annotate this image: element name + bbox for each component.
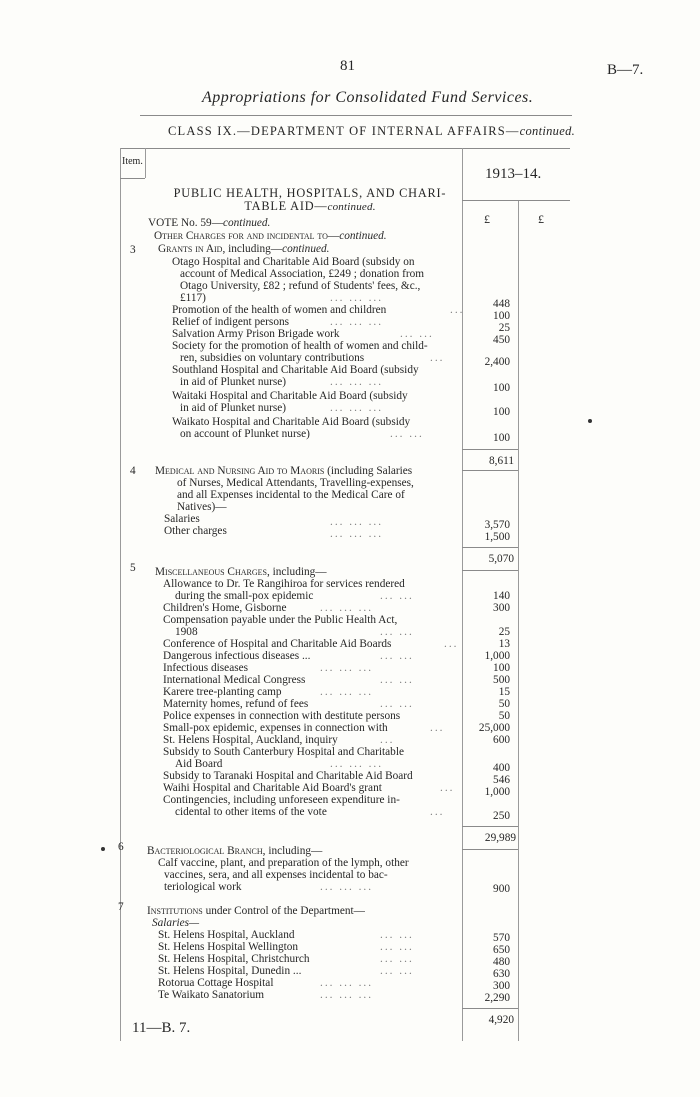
otago-line-4: £117) — [180, 292, 206, 304]
item-4-line-4: Natives)— — [177, 501, 227, 513]
contingencies-amount: 250 — [493, 810, 510, 822]
item-number-3: 3 — [130, 244, 136, 256]
international-congress-line: International Medical Congress — [163, 674, 306, 686]
conference-line: Conference of Hospital and Charitable Aid Boards — [163, 638, 392, 650]
item-4-heading-rest: (including Salaries — [324, 465, 413, 477]
leader-dots: ... ... — [380, 953, 414, 965]
total-column-rule — [518, 200, 519, 1041]
item-4-other-charges: Other charges — [164, 525, 227, 537]
class-heading — [168, 124, 575, 139]
institution-row-6: Te Waikato Sanatorium — [158, 989, 265, 1001]
leader-dots: ... ... ... — [330, 758, 384, 770]
taranaki-line: Subsidy to Taranaki Hospital and Charitable Aid Board — [163, 770, 413, 782]
allowance-line-1: Allowance to Dr. Te Rangihiroa for services rendered — [163, 578, 405, 590]
item-7-total: 4,920 — [488, 1014, 514, 1026]
institution-row-4-amount: 630 — [493, 968, 510, 980]
waikato-line-1: Waikato Hospital and Charitable Aid Board (subsidy — [172, 416, 411, 428]
institution-row-5-amount: 300 — [493, 980, 510, 992]
compensation-line-1: Compensation payable under the Public Health Act, — [163, 614, 398, 626]
year-header: 1913–14. — [485, 166, 542, 182]
waikato-amount: 100 — [493, 432, 510, 444]
leader-dots: ... ... — [400, 328, 434, 340]
vote-heading — [148, 217, 270, 230]
item-6-line-2: Calf vaccine, plant, and preparation of the lymph, other — [158, 857, 409, 869]
leader-dots: ... ... — [380, 674, 414, 686]
item-6-line-3: vaccines, sera, and all expenses incidental to bac- — [164, 869, 388, 881]
waikato-line-2: on account of Plunket nurse) — [180, 428, 310, 440]
total-rule — [462, 570, 518, 571]
leader-dots: ... ... ... — [320, 602, 374, 614]
item-4-total: 5,070 — [488, 553, 514, 565]
small-pox-amount: 25,000 — [478, 722, 510, 734]
section-title-continued: continued. — [327, 201, 376, 213]
leader-dots: ... — [430, 722, 445, 734]
year-rule — [462, 200, 570, 201]
maternity-amount: 50 — [498, 698, 510, 710]
institution-row-3: St. Helens Hospital, Christchurch — [158, 953, 310, 965]
leader-dots: ... — [380, 734, 395, 746]
promotion-line: Promotion of the health of women and children — [172, 304, 387, 316]
document-reference: B—7. — [607, 62, 644, 78]
international-congress-amount: 500 — [493, 674, 510, 686]
institution-row-5: Rotorua Cottage Hospital — [158, 977, 274, 989]
leader-dots: ... ... — [380, 698, 414, 710]
waitaki-line-1: Waitaki Hospital and Charitable Aid Board (subsidy — [172, 390, 408, 402]
item-6-line-4: teriological work — [164, 881, 242, 893]
compensation-amount: 25 — [498, 626, 510, 638]
leader-dots: ... ... ... — [330, 376, 384, 388]
allowance-amount: 140 — [493, 590, 510, 602]
leader-dots: ... ... ... — [320, 686, 374, 698]
leader-dots: ... ... — [380, 929, 414, 941]
margin-mark — [588, 419, 592, 423]
police-expenses-line: Police expenses in connection with destitute persons — [163, 710, 401, 722]
class-heading-continued: continued. — [519, 124, 576, 138]
subtotal-rule — [462, 1008, 518, 1009]
item-4-line-3: and all Expenses incidental to the Medical Care of — [177, 489, 405, 501]
leader-dots: ... ... ... — [330, 402, 384, 414]
relief-amount: 25 — [498, 322, 510, 334]
relief-line: Relief of indigent persons — [172, 316, 290, 328]
south-canterbury-amount: 400 — [493, 762, 510, 774]
item-7-heading-rest: under Control of the Department— — [202, 905, 365, 917]
institution-row-1-amount: 570 — [493, 932, 510, 944]
st-helens-inquiry-amount: 600 — [493, 734, 510, 746]
childrens-home-line: Children's Home, Gisborne — [163, 602, 287, 614]
waihi-line: Waihi Hospital and Charitable Aid Board's grant — [163, 782, 382, 794]
taranaki-amount: 546 — [493, 774, 510, 786]
childrens-home-amount: 300 — [493, 602, 510, 614]
item-4-salaries-amount: 3,570 — [484, 519, 510, 531]
allowance-line-2: during the small-pox epidemic — [175, 590, 314, 602]
leader-dots: ... — [450, 304, 465, 316]
institution-row-6-amount: 2,290 — [484, 992, 510, 1004]
leader-dots: ... — [440, 782, 455, 794]
section-title-text: TABLE AID— — [244, 199, 328, 213]
leader-dots: ... — [430, 806, 445, 818]
item-3-heading-text: Grants in Aid, — [158, 243, 226, 255]
institution-row-2-amount: 650 — [493, 944, 510, 956]
leader-dots: ... ... — [380, 590, 414, 602]
vote-text: VOTE No. 59— — [148, 217, 223, 229]
contingencies-line-2: cidental to other items of the vote — [175, 806, 327, 818]
leader-dots: ... ... ... — [320, 881, 374, 893]
small-pox-line: Small-pox epidemic, expenses in connection with — [163, 722, 388, 734]
infectious-diseases-line: Infectious diseases — [163, 662, 249, 674]
title-rule — [140, 115, 572, 116]
institution-row-1: St. Helens Hospital, Auckland — [158, 929, 295, 941]
karere-amount: 15 — [498, 686, 510, 698]
subtotal-rule — [462, 547, 518, 548]
leader-dots: ... ... — [380, 941, 414, 953]
total-rule — [462, 849, 518, 850]
item-6-heading-rest: including— — [265, 845, 323, 857]
leader-dots: ... ... ... — [330, 292, 384, 304]
salvation-line: Salvation Army Prison Brigade work — [172, 328, 340, 340]
page-number: 81 — [340, 58, 355, 74]
item-5-heading-rest: including— — [269, 566, 327, 578]
item-3-total: 8,611 — [489, 455, 514, 467]
item-number-6: 6 — [118, 841, 124, 853]
margin-mark — [101, 847, 105, 851]
waitaki-amount: 100 — [493, 406, 510, 418]
infectious-diseases-amount: 100 — [493, 662, 510, 674]
compensation-line-2: 1908 — [175, 626, 198, 638]
item-number-4: 4 — [130, 465, 136, 477]
southland-line-2: in aid of Plunket nurse) — [180, 376, 287, 388]
otago-line-1: Otago Hospital and Charitable Aid Board (subsidy on — [172, 256, 415, 268]
item-number-7: 7 — [118, 901, 124, 913]
south-canterbury-line-2: Aid Board — [175, 758, 223, 770]
leader-dots: ... ... ... — [330, 528, 384, 540]
society-amount: 2,400 — [484, 356, 510, 368]
leader-dots: ... ... — [380, 650, 414, 662]
contingencies-line-1: Contingencies, including unforeseen expenditure in- — [163, 794, 400, 806]
st-helens-inquiry-line: St. Helens Hospital, Auckland, inquiry — [163, 734, 338, 746]
waihi-amount: 1,000 — [484, 786, 510, 798]
karere-line: Karere tree-planting camp — [163, 686, 282, 698]
otago-line-3: Otago University, £82 ; refund of Students' fees, &c., — [180, 280, 421, 292]
item-3-heading-continued: continued. — [282, 243, 330, 255]
item-number-5: 5 — [130, 562, 136, 574]
item-header-rule — [120, 178, 145, 179]
leader-dots: ... ... ... — [320, 662, 374, 674]
dangerous-diseases-line: Dangerous infectious diseases ... — [163, 650, 311, 662]
item-7-heading-text: Institutions — [147, 905, 203, 917]
item-6-heading-text: Bacteriological Branch, — [147, 845, 266, 857]
waitaki-line-2: in aid of Plunket nurse) — [180, 402, 287, 414]
page-title: Appropriations for Consolidated Fund Services. — [202, 89, 534, 106]
leader-dots: ... — [444, 638, 459, 650]
item-column-header: Item. — [122, 156, 143, 167]
south-canterbury-line-1: Subsidy to South Canterbury Hospital and Charitable — [163, 746, 404, 758]
police-expenses-amount: 50 — [498, 710, 510, 722]
item-5-heading-text: Miscellaneous Charges, — [155, 566, 270, 578]
leader-dots: ... ... ... — [330, 316, 384, 328]
conference-amount: 13 — [498, 638, 510, 650]
item-4-heading-text: Medical and Nursing Aid to Maoris — [155, 465, 325, 477]
class-heading-text: CLASS IX.—DEPARTMENT OF INTERNAL AFFAIRS— — [168, 124, 520, 138]
southland-line-1: Southland Hospital and Charitable Aid Board (subsidy — [172, 364, 419, 376]
promotion-amount: 100 — [493, 310, 510, 322]
otago-line-2: account of Medical Association, £249 ; donation from — [180, 268, 425, 280]
society-line-2: ren, subsidies on voluntary contributions — [180, 352, 365, 364]
pound-sign-total: £ — [538, 212, 544, 226]
amount-column-rule — [462, 148, 463, 1041]
salvation-amount: 450 — [493, 334, 510, 346]
salaries-label: Salaries— — [152, 917, 200, 929]
vote-continued: continued. — [223, 217, 271, 229]
subtotal-rule — [462, 826, 518, 827]
leader-dots: ... ... ... — [320, 977, 374, 989]
item-4-line-2: of Nurses, Medical Attendants, Travelling-expenses, — [177, 477, 414, 489]
society-line-1: Society for the promotion of health of women and child- — [172, 340, 428, 352]
otago-amount: 448 — [493, 298, 510, 310]
leader-dots: ... ... — [380, 965, 414, 977]
maternity-line: Maternity homes, refund of fees — [163, 698, 309, 710]
southland-amount: 100 — [493, 382, 510, 394]
leader-dots: ... ... ... — [330, 516, 384, 528]
item-4-salaries: Salaries — [164, 513, 200, 525]
leader-dots: ... — [430, 352, 445, 364]
footer-signature: 11—B. 7. — [132, 1020, 191, 1036]
dangerous-diseases-amount: 1,000 — [484, 650, 510, 662]
pound-sign-amount: £ — [484, 212, 490, 226]
subtotal-rule — [462, 449, 518, 450]
item-column-rule — [145, 148, 146, 178]
table-top-rule — [120, 148, 570, 149]
leader-dots: ... ... — [390, 428, 424, 440]
other-charges-heading — [154, 230, 387, 243]
other-charges-text: Other Charges for and incidental to— — [154, 230, 340, 242]
item-3-heading-rest: including— — [225, 243, 283, 255]
institution-row-3-amount: 480 — [493, 956, 510, 968]
item-4-other-amount: 1,500 — [484, 531, 510, 543]
item-6-amount: 900 — [493, 883, 510, 895]
leader-dots: ... ... ... — [320, 989, 374, 1001]
item-5-total: 29,989 — [484, 832, 516, 844]
institution-row-2: St. Helens Hospital Wellington — [158, 941, 299, 953]
other-charges-continued: continued. — [339, 230, 387, 242]
item-3-heading — [158, 243, 329, 256]
section-title-line-1: PUBLIC HEALTH, HOSPITALS, AND CHARI- — [173, 186, 447, 200]
section-title-line-2 — [160, 199, 460, 214]
institution-row-4: St. Helens Hospital, Dunedin ... — [158, 965, 302, 977]
leader-dots: ... ... — [380, 626, 414, 638]
total-rule — [462, 470, 518, 471]
